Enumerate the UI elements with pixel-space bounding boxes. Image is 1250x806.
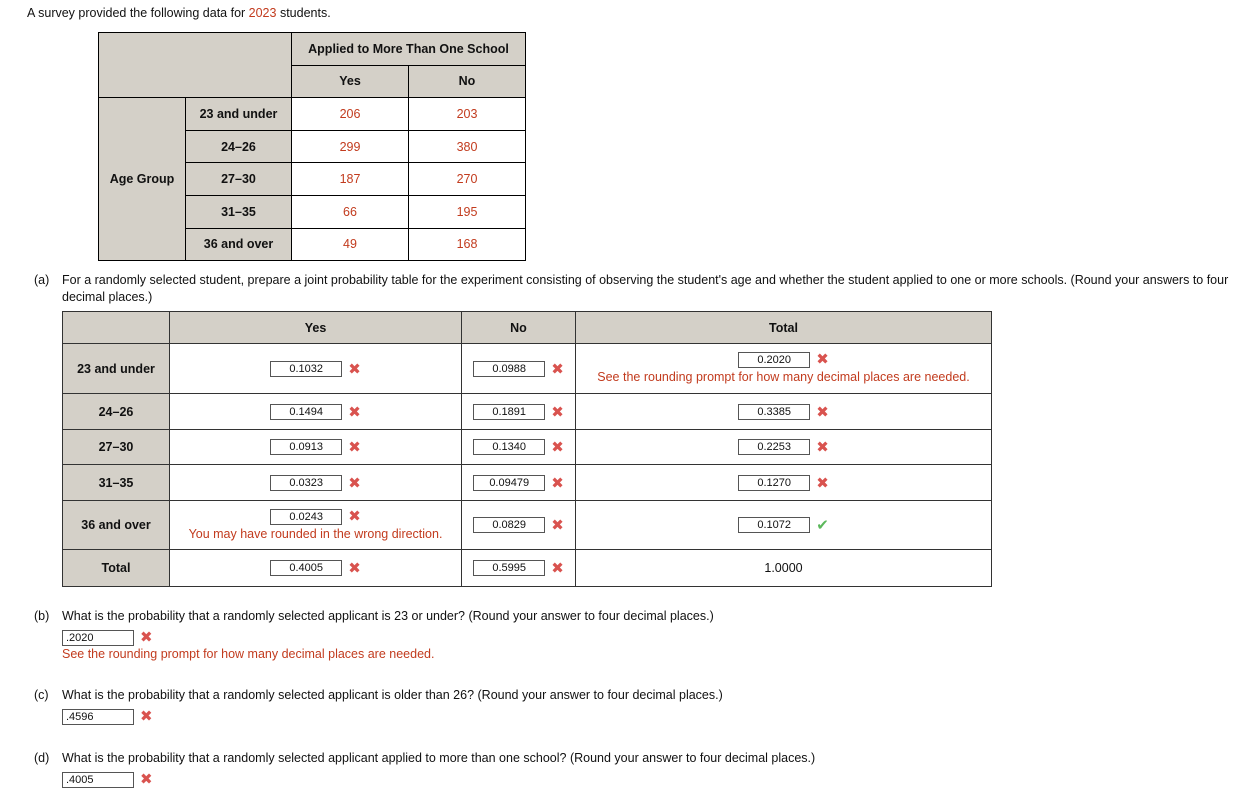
question-d [34,750,934,788]
x-mark-icon: ✖ [348,403,361,421]
x-mark-icon: ✖ [551,517,564,534]
x-mark-icon: ✖ [348,360,361,378]
x-mark-icon: ✖ [816,351,829,369]
joint-col-yes: Yes [170,312,462,344]
answer-input[interactable]: 0.1270 [738,475,810,491]
question-d-text: What is the probability that a randomly selected applicant applied to more than one school? (Round your answer to four decimal places.) [62,751,816,765]
question-b-tag: (b) [34,609,50,623]
answer-input[interactable]: 0.0988 [473,361,545,377]
answer-input[interactable]: 0.3385 [738,404,810,420]
check-mark-icon: ✔ [816,517,829,534]
joint-row-label: 24–26 [63,394,170,430]
survey-row-label: 24–26 [186,130,292,163]
survey-cell-yes: 187 [292,163,409,196]
survey-col-no: No [409,65,526,98]
joint-row-label: 27–30 [63,430,170,465]
survey-cell-no: 203 [409,98,526,131]
survey-header-group: Applied to More Than One School [292,33,526,66]
answer-input[interactable]: 0.5995 [473,560,545,576]
joint-row-label: 31–35 [63,465,170,501]
answer-input[interactable]: 0.4005 [270,560,342,576]
intro-text: A survey provided the following data for 2023 students. [27,6,331,20]
answer-input[interactable]: 0.0323 [270,475,342,491]
survey-cell-no: 380 [409,130,526,163]
student-count: 2023 [248,6,277,20]
x-mark-icon: ✖ [551,560,564,577]
question-b [34,608,934,663]
survey-cell-no: 270 [409,163,526,196]
survey-table [98,32,526,261]
joint-col-no: No [462,312,576,344]
x-mark-icon: ✖ [348,439,361,456]
joint-probability-table [62,311,992,587]
x-mark-icon: ✖ [348,507,361,525]
answer-input[interactable]: 0.09479 [473,475,545,491]
survey-row-label: 27–30 [186,163,292,196]
x-mark-icon: ✖ [551,360,564,378]
question-b-text: What is the probability that a randomly selected applicant is 23 or under? (Round your answer to four decimal places.) [62,609,714,623]
rounding-hint: See the rounding prompt for how many decimal places are needed. [62,647,435,662]
survey-cell-no: 168 [409,228,526,261]
answer-input[interactable]: 0.2253 [738,439,810,455]
answer-input[interactable]: 0.0243 [270,509,342,525]
question-a-tag: (a) [34,273,50,287]
question-c-tag: (c) [34,688,49,702]
x-mark-icon: ✖ [551,439,564,456]
answer-input[interactable]: 0.1891 [473,404,545,420]
joint-row-label: Total [63,550,170,587]
x-mark-icon: ✖ [551,474,564,492]
survey-row-label: 23 and under [186,98,292,131]
x-mark-icon: ✖ [816,474,829,492]
survey-col-yes: Yes [292,65,409,98]
x-mark-icon: ✖ [348,560,361,577]
question-d-tag: (d) [34,751,50,765]
answer-input[interactable]: 0.1072 [738,517,810,533]
x-mark-icon: ✖ [551,403,564,421]
answer-input[interactable]: 0.1032 [270,361,342,377]
answer-input[interactable]: 0.0913 [270,439,342,455]
answer-input[interactable]: 0.1494 [270,404,342,420]
joint-row-label: 36 and over [63,501,170,550]
question-c-text: What is the probability that a randomly selected applicant is older than 26? (Round your answer to four decimal places.) [62,688,723,702]
survey-row-group: Age Group [99,98,186,261]
answer-d-input[interactable]: .4005 [62,772,134,788]
x-mark-icon: ✖ [816,403,829,421]
x-mark-icon: ✖ [816,439,829,456]
answer-input[interactable]: 0.1340 [473,439,545,455]
rounding-hint: You may have rounded in the wrong direction. [188,526,443,541]
x-mark-icon: ✖ [348,474,361,492]
x-mark-icon: ✖ [140,629,153,647]
survey-row-label: 36 and over [186,228,292,261]
question-c [34,687,934,725]
joint-corner [63,312,170,344]
answer-input[interactable]: 0.2020 [738,352,810,368]
survey-row-label: 31–35 [186,195,292,228]
x-mark-icon: ✖ [140,708,153,726]
grand-total: 1.0000 [576,550,992,587]
joint-col-total: Total [576,312,992,344]
survey-cell-yes: 299 [292,130,409,163]
x-mark-icon: ✖ [140,771,153,789]
joint-row-label: 23 and under [63,344,170,394]
rounding-hint: See the rounding prompt for how many decimal places are needed. [597,370,970,385]
question-a-text: For a randomly selected student, prepare a joint probability table for the experiment consisting of observing the student's age and whether the student applied to one or more schools. (Round your answers to four decimal places.) [62,273,1229,304]
answer-c-input[interactable]: .4596 [62,709,134,725]
survey-corner [99,33,292,98]
survey-cell-yes: 66 [292,195,409,228]
question-a [34,272,1234,306]
survey-cell-no: 195 [409,195,526,228]
answer-b-input[interactable]: .2020 [62,630,134,646]
survey-cell-yes: 206 [292,98,409,131]
survey-cell-yes: 49 [292,228,409,261]
answer-input[interactable]: 0.0829 [473,517,545,533]
